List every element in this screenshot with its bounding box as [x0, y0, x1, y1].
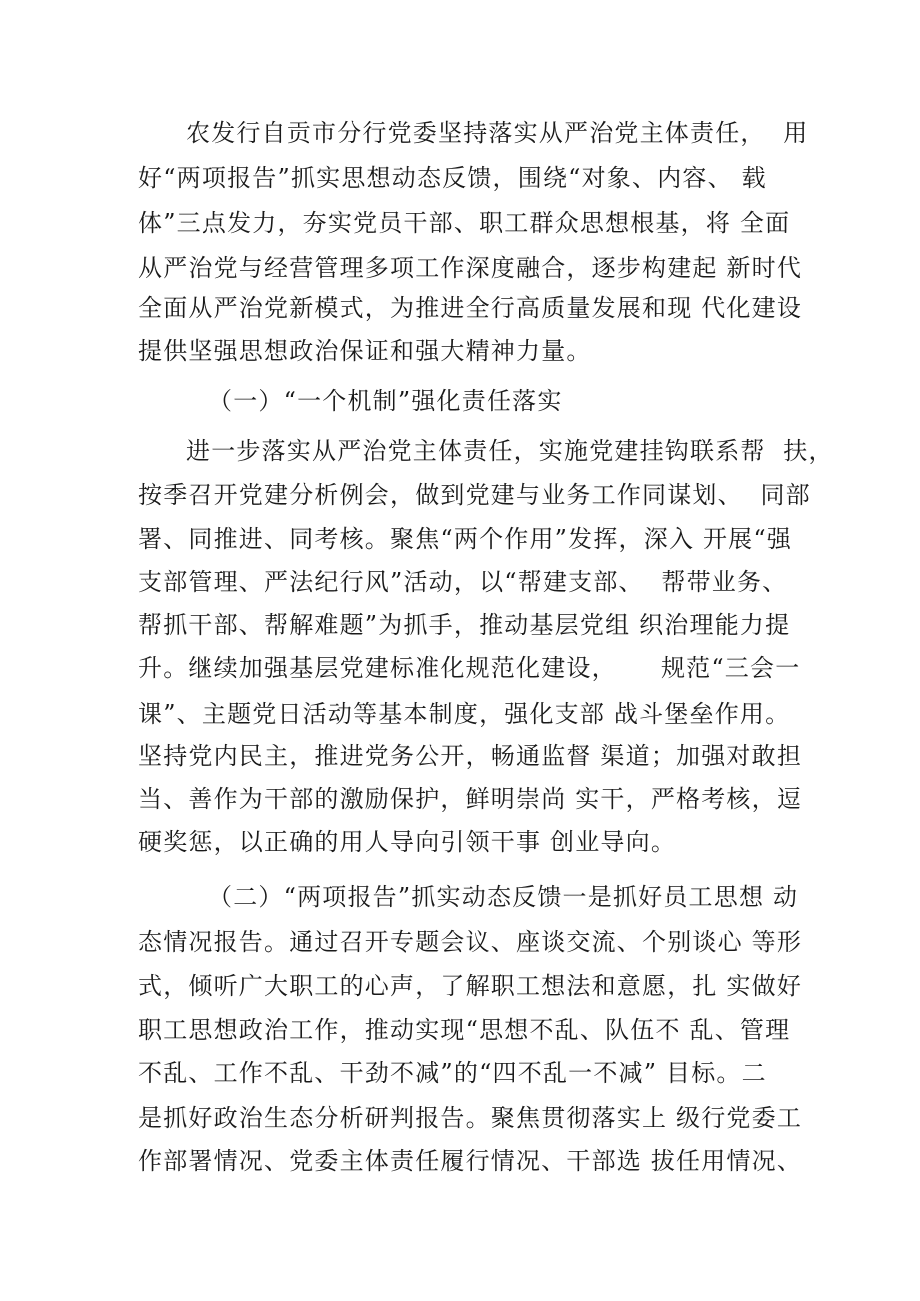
paragraph-3-line-5: 不乱、工作不乱、干劲不减”的“四不乱一不减” 目标。二 — [138, 1059, 767, 1087]
paragraph-3-line-1: （二）“两项报告”抓实动态反馈一是抓好员工思想 动 — [208, 883, 799, 911]
paragraph-3-line-6: 是抓好政治生态分析研判报告。聚焦贯彻落实上 级行党委工 — [138, 1104, 803, 1132]
paragraph-1-line-6: 提供坚强思想政治保证和强大精神力量。 — [138, 337, 592, 365]
paragraph-2-line-1: 进一步落实从严治党主体责任，实施党建挂钩联系帮 扶， — [186, 437, 834, 465]
paragraph-2-line-4: 支部管理、严法纪行风”活动，以“帮建支部、 帮带业务、 — [138, 568, 788, 596]
section-heading-1: （一）“一个机制”强化责任落实 — [208, 387, 563, 415]
paragraph-3-line-2: 态情况报告。通过召开专题会议、座谈交流、个别谈心 等形 — [138, 928, 803, 956]
paragraph-2-line-3: 署、同推进、同考核。聚焦“两个作用”发挥，深入 开展“强 — [138, 525, 793, 553]
paragraph-2-line-5: 帮抓干部、帮解难题”为抓手，推动基层党组 织治理能力提 — [138, 611, 791, 639]
paragraph-1-line-2: 好“两项报告”抓实思想动态反馈，围绕“对象、内容、 载 — [138, 164, 767, 192]
paragraph-2-line-2: 按季召开党建分析例会，做到党建与业务工作同谋划、 同部 — [138, 481, 811, 509]
paragraph-3-line-7: 作部署情况、党委主体责任履行情况、干部选 拔任用情况、 — [138, 1147, 803, 1175]
paragraph-2-line-8: 坚持党内民主，推进党务公开，畅通监督 渠道；加强对敢担 — [138, 742, 803, 770]
paragraph-2-line-6: 升。继续加强基层党建标准化规范化建设， 规范“三会一 — [138, 654, 801, 682]
paragraph-1-line-1: 农发行自贡市分行党委坚持落实从严治党主体责任， 用 — [186, 119, 809, 147]
paragraph-1-line-4: 从严治党与经营管理多项工作深度融合，逐步构建起 新时代 — [138, 254, 803, 282]
paragraph-3-line-3: 式，倾听广大职工的心声，了解职工想法和意愿，扎 实做好 — [138, 972, 803, 1000]
paragraph-2-line-7: 课”、主题党日活动等基本制度，强化支部 战斗堡垒作用。 — [138, 700, 791, 728]
paragraph-1-line-3: 体”三点发力，夯实党员干部、职工群众思想根基，将 全面 — [138, 209, 791, 237]
paragraph-2-line-9: 当、善作为干部的激励保护，鲜明崇尚 实干，严格考核，逗 — [138, 785, 803, 813]
paragraph-2-line-10: 硬奖惩，以正确的用人导向引领干事 创业导向。 — [138, 828, 677, 856]
paragraph-1-line-5: 全面从严治党新模式，为推进全行高质量发展和现 代化建设 — [138, 294, 803, 322]
paragraph-3-line-4: 职工思想政治工作，推动实现“思想不乱、队伍不 乱、管理 — [138, 1016, 791, 1044]
